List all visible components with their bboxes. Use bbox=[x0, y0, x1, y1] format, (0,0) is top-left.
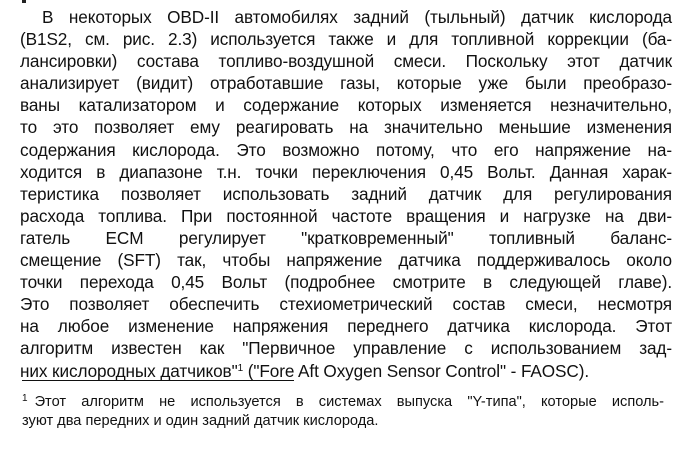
footnote-marker: 1 bbox=[22, 393, 28, 404]
footnote-text: Этот алгоритм не используется в системах выпуска "Y-типа", которые исполь- bbox=[34, 394, 664, 410]
paragraph-line: лансировки) состава топливо-воздушной смеси. Поскольку этот датчик bbox=[20, 51, 672, 72]
paragraph-last-line bbox=[20, 360, 672, 382]
paragraph-line: точки перехода 0,45 Вольт (подробнее смотрите в следующей главе). bbox=[20, 272, 672, 293]
paragraph-line: содержания кислорода. Это возможно потому, что его напряжение на- bbox=[20, 139, 672, 160]
paragraph-line: анализирует (видит) отработавшие газы, которые уже были преобразо- bbox=[20, 73, 672, 94]
paragraph-line: на любое изменение напряжения переднего датчика кислорода. Этот bbox=[20, 316, 672, 337]
last-line-text: них кислородных датчиков" bbox=[20, 360, 238, 381]
paragraph-line: теристика позволяет использовать задний датчик для регулирования bbox=[20, 183, 672, 204]
body-paragraph bbox=[20, 6, 672, 382]
paragraph-line: алгоритм известен как "Первичное управление с использованием зад- bbox=[20, 338, 672, 359]
paragraph-line: то это позволяет ему реагировать на значительно меньшие изменения bbox=[20, 117, 672, 138]
paragraph-line: Это позволяет обеспечить стехиометрический состав смеси, несмотря bbox=[20, 294, 672, 315]
paragraph-line: ходится в диапазоне т.н. точки переключения 0,45 Вольт. Данная харак- bbox=[20, 161, 672, 182]
footnote-line bbox=[22, 393, 664, 412]
footnote-reference[interactable]: 1 bbox=[237, 362, 244, 374]
paragraph-line: В некоторых OBD-II автомобилях задний (тыльный) датчик кислорода bbox=[42, 7, 672, 27]
paragraph-line: смещение (SFT) так, чтобы напряжение датчика поддерживалось около bbox=[20, 250, 672, 271]
paragraph-line: ваны катализатором и содержание которых изменяется незначительно, bbox=[20, 95, 672, 116]
paragraph-line: (B1S2, см. рис. 2.3) используется также и для топливной коррекции (ба- bbox=[20, 29, 672, 50]
paragraph-line: расхода топлива. При постоянной частоте вращения и нагрузке на дви- bbox=[20, 205, 672, 226]
footnote-divider bbox=[22, 380, 294, 381]
paragraph-line: гатель ECM регулирует "кратковременный" топливный баланс- bbox=[20, 227, 672, 248]
footnote bbox=[22, 393, 672, 431]
footnote-line: зуют два передних и один задний датчик кислорода. bbox=[22, 413, 379, 429]
last-line-text-end: ("Fore Aft Oxygen Sensor Control" - FAOSC). bbox=[243, 360, 589, 381]
cropped-previous-line bbox=[20, 0, 80, 3]
